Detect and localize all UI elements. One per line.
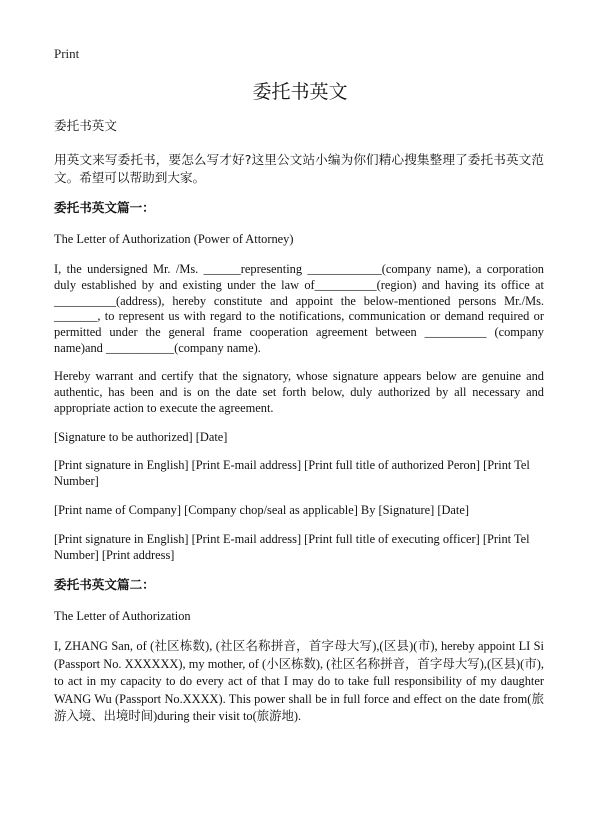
section2-heading: 委托书英文篇二： [54, 577, 155, 592]
section1-heading: 委托书英文篇一： [54, 200, 155, 215]
section1-signature-line: [Signature to be authorized] [Date] [54, 430, 228, 444]
section1-company-line: [Print name of Company] [Company chop/seal as applicable] By [Signature] [Date] [54, 503, 469, 517]
section2-letter-title: The Letter of Authorization [54, 609, 191, 623]
print-link[interactable]: Print [54, 46, 80, 61]
document-subtitle: 委托书英文 [54, 118, 117, 133]
section2-paragraph-1: I, ZHANG San, of (社区栋数), (社区名称拼音，首字母大写),(区县)(市), hereby appoint LI Si (Passport No. XXXXXX), my mother, of (小区栋数), (社区名称拼音，首字母大写),(区县)(市), to act in my capacity to do every act of that I may do to take full responsibility of my daughter WANG Wu (Passport No.XXXX). This power shall be in full force and effect on the date from(旅游入境、出境时间)during their visit to(旅游地). [54, 639, 544, 724]
section1-paragraph-1: I, the undersigned Mr. /Ms. ______representing ____________(company name), a corporation duly established by and existing under the law of__________(region) and having its office at __________(address), hereby constitute and appoint the below-mentioned persons Mr./Ms. _______, to represent us with regard to the notifications, communication or demand required or permitted under the general frame cooperation agreement between __________ (company name)and ___________(company name). [54, 262, 544, 355]
intro-paragraph: 用英文来写委托书，要怎么写才好?这里公文站小编为你们精心搜集整理了委托书英文范文。希望可以帮助到大家。 [54, 152, 544, 185]
section1-letter-title: The Letter of Authorization (Power of Attorney) [54, 232, 294, 246]
page-title: 委托书英文 [252, 81, 348, 103]
section1-print-signature-line: [Print signature in English] [Print E-mail address] [Print full title of authorized Peron] [Print Tel Number] [54, 458, 530, 488]
section1-paragraph-2: Hereby warrant and certify that the signatory, whose signature appears below are genuine and authentic, has been and is on the date set forth below, duly authorized by all necessary and appropriate action to execute the agreement. [54, 369, 544, 415]
section1-executing-officer-line: [Print signature in English] [Print E-mail address] [Print full title of executing officer] [Print Tel Number] [Print address] [54, 532, 530, 562]
